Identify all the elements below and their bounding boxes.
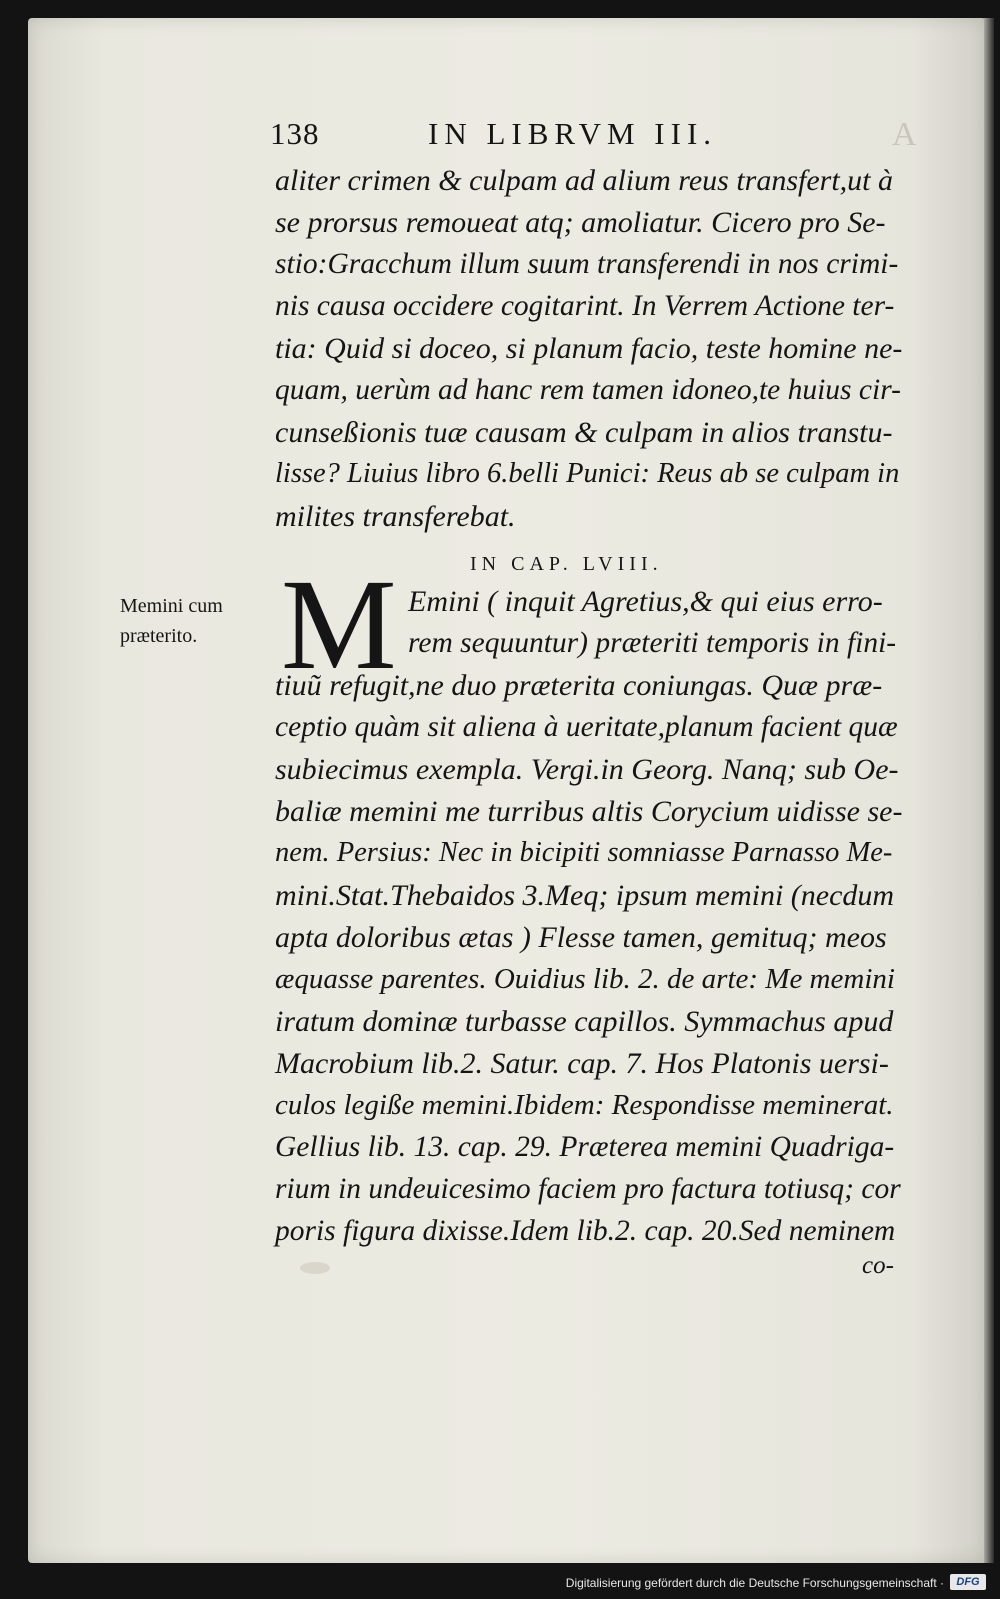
text-line: lisse? Liuius libro 6.belli Punici: Reus ab se culpam in	[275, 458, 900, 489]
text-line: se prorsus remoueat atq; amoliatur. Cicero pro Se-	[275, 206, 886, 239]
margin-note-line: Memini cum	[120, 595, 223, 617]
page-number: 138	[270, 116, 320, 151]
text-line: rem sequuntur) præteriti temporis in fini-	[408, 627, 897, 659]
funding-credit: Digitalisierung gefördert durch die Deutsche Forschungsgemeinschaft ·	[565, 1576, 944, 1590]
page-edge	[984, 18, 994, 1563]
text-line: Gellius lib. 13. cap. 29. Præterea memini Quadriga-	[275, 1131, 895, 1163]
margin-note-line: præterito.	[120, 625, 198, 647]
text-line: Emini ( inquit Agretius,& qui eius erro-	[408, 585, 883, 618]
bleed-through-text: A	[892, 116, 921, 153]
drop-cap: M	[281, 553, 397, 697]
ink-stain	[300, 1262, 330, 1274]
dfg-logo-icon: DFG	[950, 1574, 986, 1590]
text-line: subiecimus exempla. Vergi.in Georg. Nanq; sub Oe-	[275, 753, 899, 786]
text-line: aliter crimen & culpam ad alium reus transfert,ut à	[275, 164, 894, 197]
text-line: poris figura dixisse.Idem lib.2. cap. 20.Sed neminem	[275, 1215, 896, 1247]
catchword: co-	[862, 1252, 894, 1279]
running-head	[270, 116, 830, 156]
text-line: Macrobium lib.2. Satur. cap. 7. Hos Platonis uersi-	[275, 1047, 889, 1080]
text-line: quam, uerùm ad hanc rem tamen idoneo,te huius cir-	[275, 374, 901, 406]
scan-footer	[0, 1563, 1000, 1599]
text-line: tia: Quid si doceo, si planum facio, teste homine ne-	[275, 332, 903, 365]
text-line: mini.Stat.Thebaidos 3.Meq; ipsum memini (necdum	[275, 879, 895, 912]
text-line: apta doloribus ætas ) Flesse tamen, gemituq; meos	[275, 921, 887, 954]
text-line: ceptio quàm sit aliena à ueritate,planum facient quæ	[275, 711, 898, 743]
text-line: culos legiße memini.Ibidem: Respondisse meminerat.	[275, 1089, 894, 1121]
text-line: cunseßionis tuæ causam & culpam in alios transtu-	[275, 416, 893, 449]
text-line: baliæ memini me turribus altis Corycium uidisse se-	[275, 795, 903, 828]
text-line: tiuũ refugit,ne duo præterita coniungas. Quæ præ-	[275, 669, 883, 702]
running-title: IN LIBRVM III.	[428, 116, 718, 151]
chapter-heading: IN CAP. LVIII.	[470, 553, 663, 575]
text-line: milites transferebat.	[275, 500, 516, 533]
text-line: nem. Persius: Nec in bicipiti somniasse Parnasso Me-	[275, 837, 893, 868]
margin-note	[120, 591, 223, 651]
text-line: rium in undeuicesimo faciem pro factura totiusq; cor	[275, 1173, 901, 1205]
text-line: stio:Gracchum illum suum transferendi in nos crimi-	[275, 248, 899, 280]
text-line: iratum dominæ turbasse capillos. Symmachus apud	[275, 1005, 894, 1038]
text-line: æquasse parentes. Ouidius lib. 2. de arte: Me memini	[275, 963, 895, 995]
text-line: nis causa occidere cogitarint. In Verrem Actione ter-	[275, 290, 895, 322]
